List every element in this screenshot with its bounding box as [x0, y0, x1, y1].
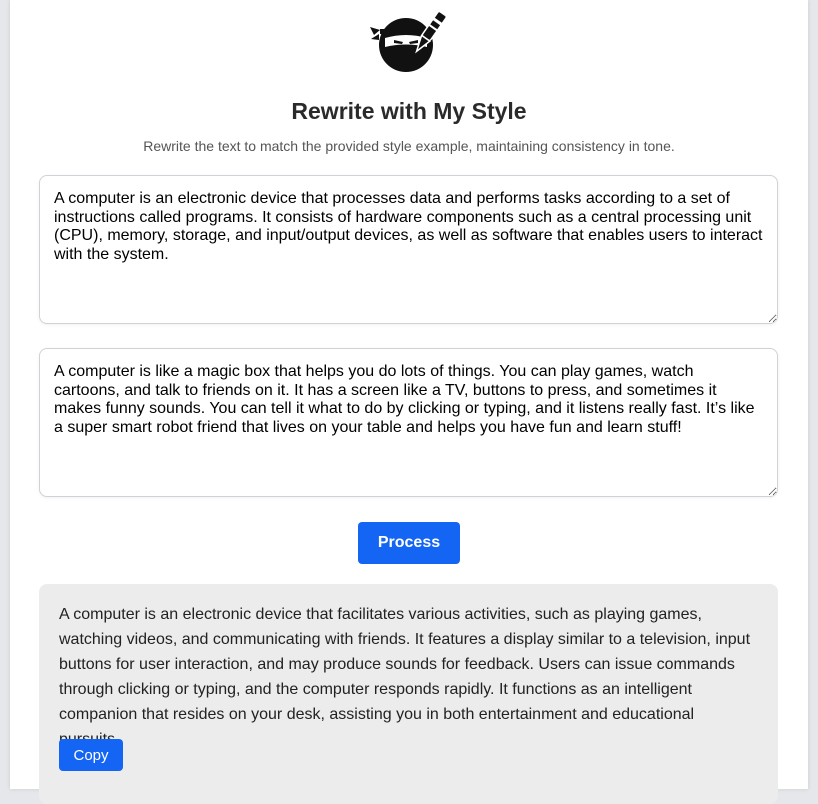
page-subtitle: Rewrite the text to match the provided style example, maintaining consistency in tone.	[143, 138, 675, 154]
copy-button[interactable]: Copy	[59, 739, 123, 771]
result-text: A computer is an electronic device that facilitates various activities, such as playing games, watching videos, and communicating with friends. It features a display similar to a television, input buttons for user interaction, and may produce sounds for feedback. Users can issue commands through clicking or typing, and the computer responds rapidly. It functions as an intelligent companion that resides on your desk, assisting you in both entertainment and educational	[59, 606, 751, 723]
main-card	[10, 0, 808, 789]
source-text-input[interactable]	[39, 175, 778, 324]
page-title: Rewrite with My Style	[291, 98, 527, 124]
style-example-input[interactable]	[39, 348, 778, 497]
process-button[interactable]: Process	[358, 522, 460, 564]
ninja-pen-logo-icon	[370, 5, 448, 79]
result-panel	[39, 584, 778, 804]
